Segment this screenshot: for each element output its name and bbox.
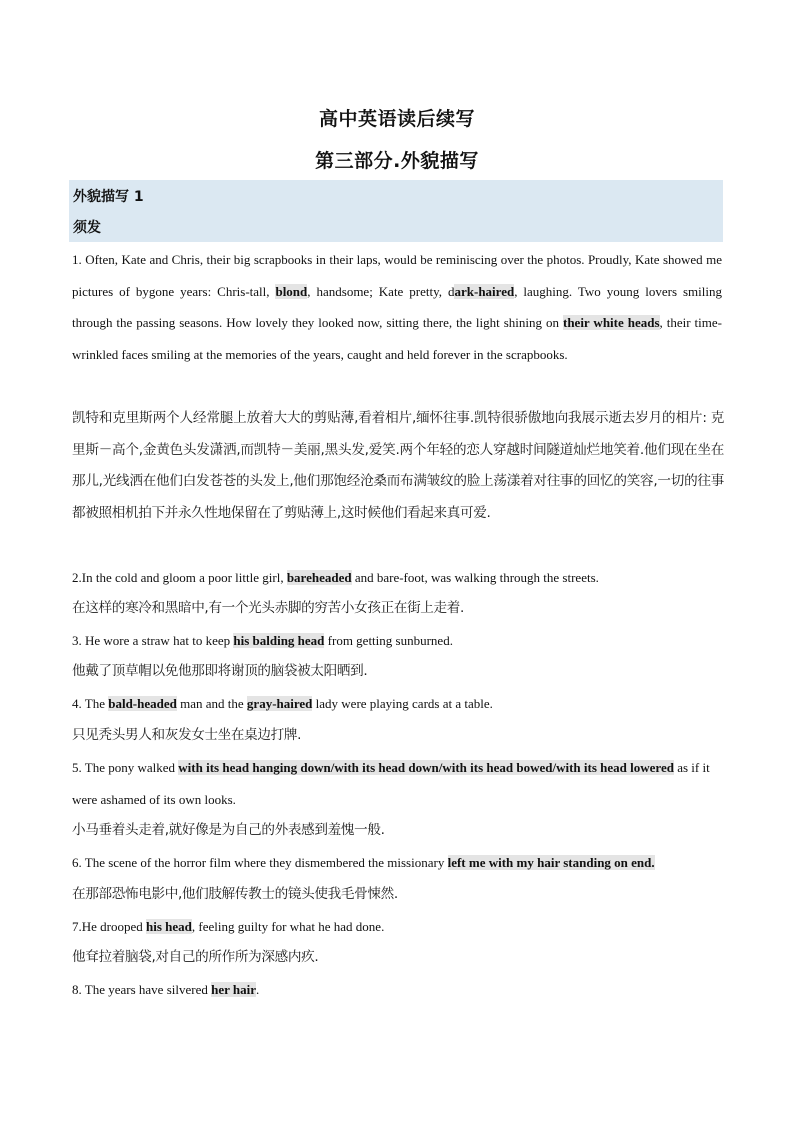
entry-6-highlight-1: left me with my hair standing on end.: [447, 855, 655, 870]
section-heading-band: [69, 180, 723, 211]
entry-4-highlight-2: gray-haired: [246, 696, 313, 711]
entry-1-text-2: , handsome; Kate pretty, d: [307, 283, 455, 299]
entry-4-highlight-1: bald-headed: [108, 696, 177, 711]
section-heading: 外貌描写 1: [73, 189, 144, 205]
entry-7-english: [72, 911, 722, 943]
entry-2-highlight-1: bareheaded: [286, 570, 352, 585]
entry-8-english: [72, 974, 722, 1006]
entry-2-text-2: and bare-foot, was walking through the streets.: [351, 570, 599, 585]
entry-5-text-2: as if it were ashamed of its own looks.: [72, 760, 710, 807]
entry-3-chinese: 他戴了顶草帽以免他那即将谢顶的脑袋被太阳晒到.: [72, 663, 368, 679]
document-subtitle: 第三部分.外貌描写: [315, 150, 479, 172]
entry-7-highlight-1: his head: [146, 919, 192, 934]
entry-2-english: [72, 562, 722, 594]
entry-4-english: [72, 688, 722, 720]
entry-3-english: [72, 625, 722, 657]
entry-8-text-1: 8. The years have silvered: [72, 982, 212, 997]
entry-1-highlight-2: ark-haired: [454, 283, 515, 299]
entry-3-highlight-1: his balding head: [233, 633, 325, 648]
entry-7-text-2: , feeling guilty for what he had done.: [191, 919, 385, 934]
entry-4-chinese: 只见秃头男人和灰发女士坐在桌边打牌.: [72, 727, 302, 743]
entry-1-text-4: , their time-wrinkled faces smiling at the memories of the years, caught and held forever in the scrapbooks.: [72, 315, 722, 362]
entry-7-chinese: 他耷拉着脑袋,对自己的所作所为深感内疚.: [72, 949, 319, 965]
section-subheading: 须发: [73, 220, 101, 236]
entry-4-text-3: lady were playing cards at a table.: [312, 696, 493, 711]
entry-1-english: [72, 244, 722, 370]
entry-5-text-1: 5. The pony walked: [72, 760, 179, 775]
entry-5-english: [72, 752, 722, 815]
entry-6-text-1: 6. The scene of the horror film where they dismembered the missionary: [72, 855, 448, 870]
entry-6-english: [72, 847, 722, 879]
entry-2-chinese: 在这样的寒冷和黑暗中,有一个光头赤脚的穷苦小女孩正在街上走着.: [72, 600, 465, 616]
entry-7-text-1: 7.He drooped: [72, 919, 147, 934]
document-title: 高中英语读后续写: [318, 108, 475, 130]
entry-3-text-2: from getting sunburned.: [324, 633, 453, 648]
entry-6-chinese: 在那部恐怖电影中,他们肢解传教士的镜头使我毛骨悚然.: [72, 886, 398, 902]
entry-1-text-3: , laughing. Two young lovers smiling through the passing seasons. How lovely they looked now, sitting there, the light shining on: [72, 283, 722, 330]
entry-8-highlight-1: her hair: [211, 982, 257, 997]
section-subheading-band: [69, 211, 723, 242]
entry-2-text-1: 2.In the cold and gloom a poor little girl,: [72, 570, 287, 585]
entry-1-chinese: 凯特和克里斯两个人经常腿上放着大大的剪贴薄,看着相片,缅怀往事.凯特很骄傲地向我展示逝去岁月的相片: 克里斯－高个,金黄色头发潇洒,而凯特－美丽,黑头发,爱笑.两个年轻的恋人穿越时间隧道灿烂地笑着.他们现在坐在那儿,光线洒在他们白发苍苍的头发上,他们那饱经沧桑而布满皱纹的脸上荡漾着对往事的回忆的笑容,一切的往事都被照相机拍下并永久性地保留在了剪贴薄上,这时候他们看起来真可爱.: [72, 410, 724, 522]
entry-1-highlight-1: blond: [275, 283, 308, 299]
entry-4-text-2: man and the: [176, 696, 247, 711]
entry-4-text-1: 4. The: [72, 696, 109, 711]
entry-5-chinese: 小马垂着头走着,就好像是为自己的外表感到羞愧一般.: [72, 822, 385, 838]
entry-3-text-1: 3. He wore a straw hat to keep: [72, 633, 234, 648]
entry-5-highlight-1: with its head hanging down/with its head down/with its head bowed/with its head lowered: [178, 760, 674, 775]
entry-1-text-1: 1. Often, Kate and Chris, their big scrapbooks in their laps, would be reminiscing over the photos. Proudly, Kate showed me pictures of bygone years: Chris-tall,: [72, 252, 722, 299]
entry-8-text-2: .: [256, 982, 260, 997]
entry-1-highlight-3: their white heads: [562, 315, 660, 330]
